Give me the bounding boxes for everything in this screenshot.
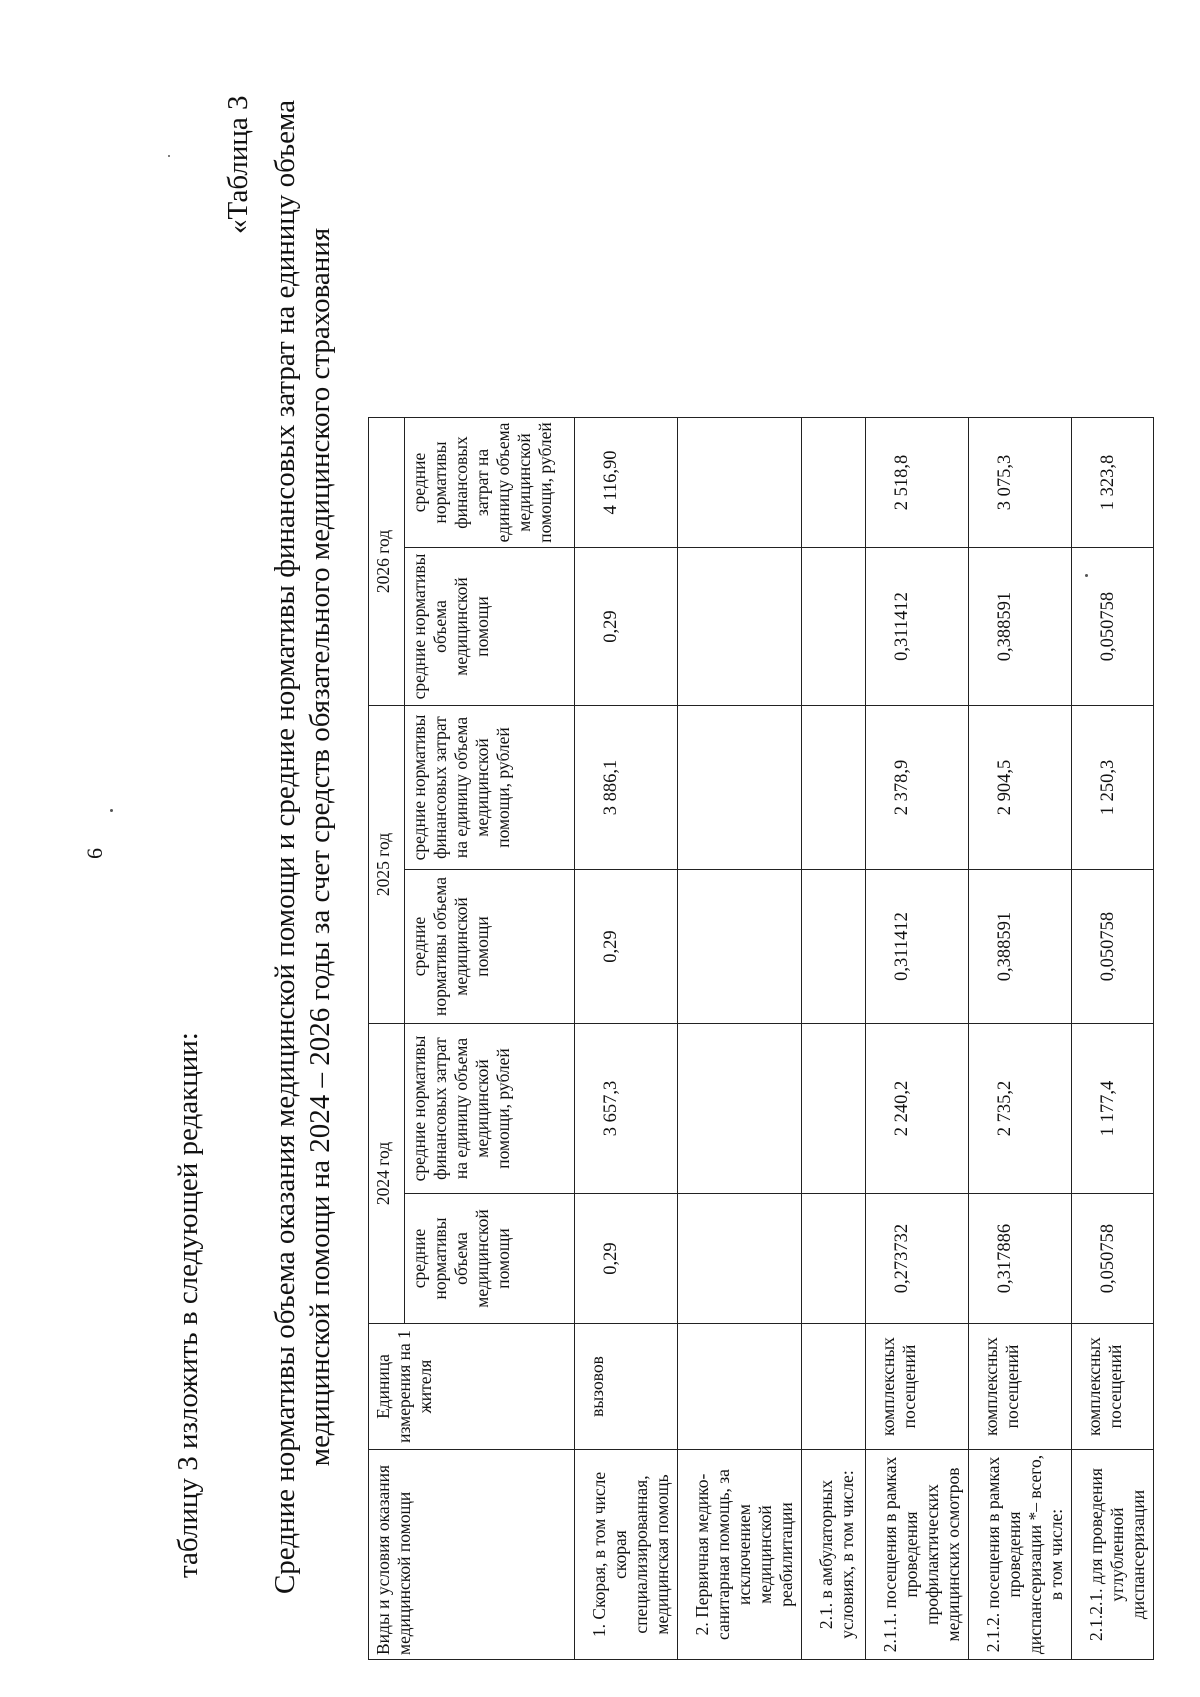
page-number: 6 — [82, 848, 107, 859]
header-year-2026: 2026 год — [369, 418, 405, 706]
cost-2024 — [802, 1024, 866, 1194]
norms-table — [368, 417, 1154, 1660]
table-label: «Таблица 3 — [222, 95, 254, 234]
cost-2024: 2 735,2 — [969, 1024, 1072, 1194]
row-name: 2.1. в амбулаторных условиях, в том числе: — [802, 1450, 866, 1660]
header-unit: Единица измерения на 1 жителя — [369, 1324, 575, 1450]
volume-2024: 0,273732 — [866, 1194, 969, 1324]
row-unit: комплексных посещений — [866, 1324, 969, 1450]
volume-2025: 0,311412 — [866, 870, 969, 1024]
intro-text: таблицу 3 изложить в следующей редакции: — [172, 1032, 204, 1578]
row-unit — [802, 1324, 866, 1450]
scan-speck — [168, 155, 170, 157]
volume-2026: 0,050758 — [1072, 548, 1154, 706]
row-name: 2. Первичная медико-санитарная помощь, за исключением медицинской реабилитации — [678, 1450, 802, 1660]
header-cost-2025: средние нормативы финансовых затрат на единицу объема медицинской помощи, рублей — [405, 706, 575, 870]
title-line-2: медицинской помощи на 2024 – 2026 годы за счет средств обязательного медицинского страхования — [304, 227, 336, 1467]
header-kind: Виды и условия оказания медицинской помощи — [369, 1450, 575, 1660]
volume-2026: 0,311412 — [866, 548, 969, 706]
row-unit — [678, 1324, 802, 1450]
volume-2024: 0,317886 — [969, 1194, 1072, 1324]
volume-2026: 0,388591 — [969, 548, 1072, 706]
cost-2025 — [802, 706, 866, 870]
header-year-2025: 2025 год — [369, 706, 405, 1024]
header-cost-2026: средние нормативы финансовых затрат на единицу объема медицинской помощи, рублей — [405, 418, 575, 548]
cost-2026: 1 323,8 — [1072, 418, 1154, 548]
cost-2025: 1 250,3 — [1072, 706, 1154, 870]
cost-2024: 2 240,2 — [866, 1024, 969, 1194]
cost-2025 — [678, 706, 802, 870]
volume-2024: 0,050758 — [1072, 1194, 1154, 1324]
row-name: 2.1.1. посещения в рамках проведения профилактических медицинских осмотров — [866, 1450, 969, 1660]
title-line-1: Средние нормативы объема оказания медицинской помощи и средние нормативы финансовых затрат на единицу объема — [269, 99, 301, 1595]
cost-2026: 2 518,8 — [866, 418, 969, 548]
cost-2024: 1 177,4 — [1072, 1024, 1154, 1194]
table-row — [575, 418, 678, 1660]
table-row — [1072, 418, 1154, 1660]
header-row-years — [369, 418, 405, 1660]
row-name: 1. Скорая, в том числе скорая специализированная, медицинская помощь — [575, 1450, 678, 1660]
volume-2024: 0,29 — [575, 1194, 678, 1324]
header-year-2024: 2024 год — [369, 1024, 405, 1324]
cost-2026 — [678, 418, 802, 548]
volume-2026 — [802, 548, 866, 706]
header-volume-2026: средние нормативы объема медицинской помощи — [405, 548, 575, 706]
cost-2024: 3 657,3 — [575, 1024, 678, 1194]
table-row — [969, 418, 1072, 1660]
cost-2025: 2 904,5 — [969, 706, 1072, 870]
cost-2026: 4 116,90 — [575, 418, 678, 548]
row-unit: вызовов — [575, 1324, 678, 1450]
volume-2025 — [678, 870, 802, 1024]
cost-2025: 2 378,9 — [866, 706, 969, 870]
cost-2024 — [678, 1024, 802, 1194]
row-unit: комплексных посещений — [1072, 1324, 1154, 1450]
table-row — [802, 418, 866, 1660]
scan-speck — [1085, 574, 1088, 577]
table-row — [866, 418, 969, 1660]
volume-2025: 0,388591 — [969, 870, 1072, 1024]
volume-2025: 0,29 — [575, 870, 678, 1024]
table-title — [268, 37, 338, 1657]
volume-2025 — [802, 870, 866, 1024]
row-name: 2.1.2.1. для проведения углубленной диспансеризации — [1072, 1450, 1154, 1660]
volume-2024 — [802, 1194, 866, 1324]
header-volume-2025: средние нормативы объема медицинской помощи — [405, 870, 575, 1024]
cost-2025: 3 886,1 — [575, 706, 678, 870]
volume-2026 — [678, 548, 802, 706]
header-volume-2024: средние нормативы объема медицинской помощи — [405, 1194, 575, 1324]
header-cost-2024: средние нормативы финансовых затрат на единицу объема медицинской помощи, рублей — [405, 1024, 575, 1194]
cost-2026 — [802, 418, 866, 548]
table-row — [678, 418, 802, 1660]
volume-2025: 0,050758 — [1072, 870, 1154, 1024]
scan-speck — [110, 809, 113, 812]
volume-2024 — [678, 1194, 802, 1324]
row-name: 2.1.2. посещения в рамках проведения диспансеризации *– всего, в том числе: — [969, 1450, 1072, 1660]
volume-2026: 0,29 — [575, 548, 678, 706]
cost-2026: 3 075,3 — [969, 418, 1072, 548]
row-unit: комплексных посещений — [969, 1324, 1072, 1450]
